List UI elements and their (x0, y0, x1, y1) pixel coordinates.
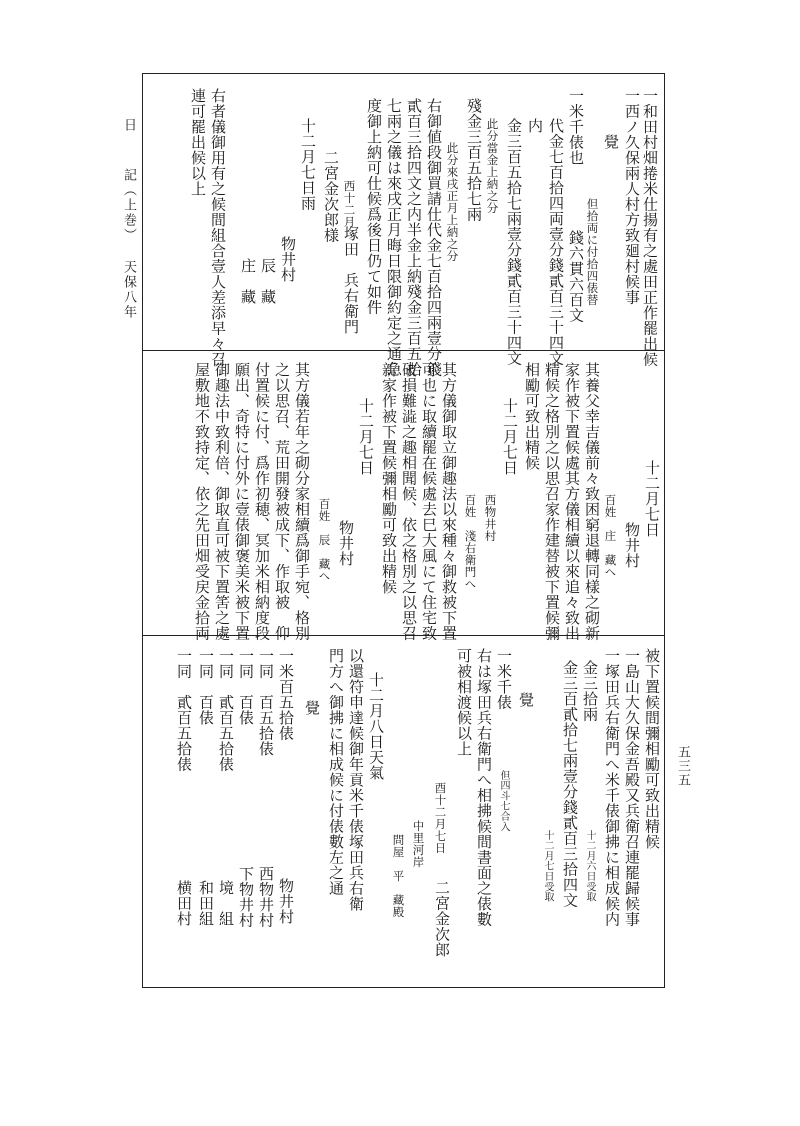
text-column: 内 (526, 118, 544, 134)
text-column: 願出、奇特に付外に壹俵御褒美米被下置 (233, 362, 251, 641)
text-column: 度御上納可仕候爲後日仍て如件 (365, 98, 383, 315)
text-column: 右は塚田兵右衛門へ相拂候間書面之俵數 (475, 648, 493, 927)
text-column: 但四斗七合入 (498, 770, 509, 832)
text-column: 百姓 淺右衛門へ (463, 494, 478, 590)
text-column: 金三拾兩 (581, 660, 599, 722)
text-column: 物井村 (279, 236, 297, 283)
text-column: 新家作被下置候彌相勵可致出精候 (380, 362, 398, 595)
text-column: 一同 貳百五拾俵 (217, 648, 235, 772)
text-column: 西十二月 (342, 180, 357, 228)
text-column: 十二月八日天氣 (367, 672, 385, 781)
text-column: 殘金三百五拾七兩 (465, 98, 483, 222)
running-title-a: 日 (121, 118, 136, 133)
text-column: 一同 貳百五拾俵 (175, 648, 193, 772)
text-column: 境 組 (217, 880, 235, 927)
text-column: 破損難澁之趣相聞候、依之格別之以思召 (400, 362, 418, 641)
text-column: 西物井村 (483, 494, 498, 542)
text-column: 金三百五拾七兩壹分錢貳百三十四文 (505, 118, 523, 366)
text-column: 二宮金次郎 (433, 880, 451, 958)
text-column: 代金七百拾四両壹分錢貳百三十四文 (547, 118, 565, 366)
text-column: 一米千俵也 (567, 88, 585, 166)
text-column: 一同 百俵 (197, 648, 215, 726)
text-column: 但拾両に付拾四俵替 (585, 198, 600, 306)
text-column: 一塚田兵右衛門へ米千俵御拂に相成候内 (603, 648, 621, 927)
text-column: 物井村 (277, 878, 295, 925)
text-column: 金三百貳拾七兩壹分錢貳百三拾四文 (561, 660, 579, 908)
text-column: 一西ノ久保兩人村方致廻村候事 (623, 88, 641, 305)
text-column: 被下置候間彌相勵可致出精候 (643, 648, 661, 850)
text-column: 七兩之儀は來戌正月晦日限御約定之通急 (385, 98, 403, 377)
text-column: 辰 藏 (259, 258, 277, 305)
text-column: 其方儀若年之砌分家相續爲御手宛、格別 (293, 362, 311, 641)
text-column: 十二月七日 (643, 460, 661, 538)
text-column: 二宮金次郎様 (322, 150, 340, 243)
text-column: 付置候に付、爲作初穂、冥加米相納度段 (253, 362, 271, 641)
text-column: 横田村 (175, 880, 193, 927)
text-column: 物井村 (623, 522, 641, 569)
text-column: 中里河岸 (411, 820, 426, 868)
text-column: 連可罷出候以上 (189, 88, 207, 197)
text-column: 下物井村 (237, 866, 255, 928)
running-era: 天保八年 (121, 260, 136, 320)
text-column: 貳百三拾四文之内半金上納殘金三百五拾 (405, 98, 423, 377)
text-column: 可被相渡候以上 (455, 648, 473, 757)
text-column: 相勵可致出精候 (523, 362, 541, 471)
text-column: 物井村 (337, 520, 355, 567)
text-column: 精候之格別之以思召家作建替被下置候彌 (543, 362, 561, 641)
text-column: 門方へ御拂に相成候に付俵數左之通 (327, 648, 345, 896)
text-column: 可也に取續罷在候處去巳大風にて住宅致 (420, 362, 438, 641)
text-column: 一同 百俵 (237, 648, 255, 726)
text-column: 一和田村畑捲米仕揚有之處田正作罷出候 (641, 88, 659, 367)
text-column: 覺 (602, 134, 620, 150)
text-column: 庄 藏 (239, 258, 257, 305)
text-column: 覺 (303, 700, 321, 716)
text-column: 問屋 平 藏殿 (391, 834, 406, 918)
text-column: 此分來戌正月上納之分 (445, 142, 460, 262)
page-number: 五三五 (675, 745, 690, 787)
text-column: 之以思召、荒田開發被成下、作取被 仰 (273, 362, 291, 641)
text-column: 一米千俵 (495, 648, 513, 710)
text-column: 右御値段御買請仕代金七百拾四兩壹分錢 (425, 98, 443, 377)
text-column: 酉十二月七日 (433, 782, 448, 854)
text-column: 其養父幸吉儀前々致困窮退轉同樣之砌新 (583, 362, 601, 641)
text-column: 十二月七日 (357, 398, 375, 476)
text-column: 覺 (517, 692, 535, 708)
text-column: 錢六貫六百文 (567, 230, 585, 323)
text-column: 十二月七日 (501, 398, 519, 476)
text-column: 以還符申達候御年貢米千俵塚田兵右衛 (347, 648, 365, 912)
text-column: 西物井村 (257, 866, 275, 928)
text-column: 家作被下置候處其方儀相續以來追々致出 (563, 362, 581, 641)
text-column: 此分當金上納之分 (485, 118, 500, 214)
text-column: 一同 百五拾俵 (257, 648, 275, 757)
text-column: 右者儀御用有之候間組合壹人差添早々召 (209, 88, 227, 367)
running-title-b: 記（上巻） (121, 168, 136, 243)
text-column: 十二月七日雨 (299, 118, 317, 211)
text-column: 和田組 (197, 880, 215, 927)
text-column: 塚田 兵右衛門 (342, 226, 360, 335)
text-column: 御趣法中致利倍、御取直可被下置筈之處 (213, 362, 231, 641)
text-column: 一米百五拾俵 (277, 648, 295, 741)
text-column: 十二月六日受取 (584, 830, 595, 903)
text-column: 屋敷地不致持定、依之先田畑受戻金拾両 (193, 362, 211, 641)
text-column: 一島山大久保金吾殿又兵衛召連罷歸候事 (623, 648, 641, 927)
text-column: 百姓 庄 藏へ (603, 494, 618, 578)
text-column: 十二月七日受取 (542, 830, 553, 903)
text-column: 其方儀御取立御趣法以來種々御救被下置 (440, 362, 458, 641)
text-column: 百姓 辰 藏へ (317, 498, 332, 582)
